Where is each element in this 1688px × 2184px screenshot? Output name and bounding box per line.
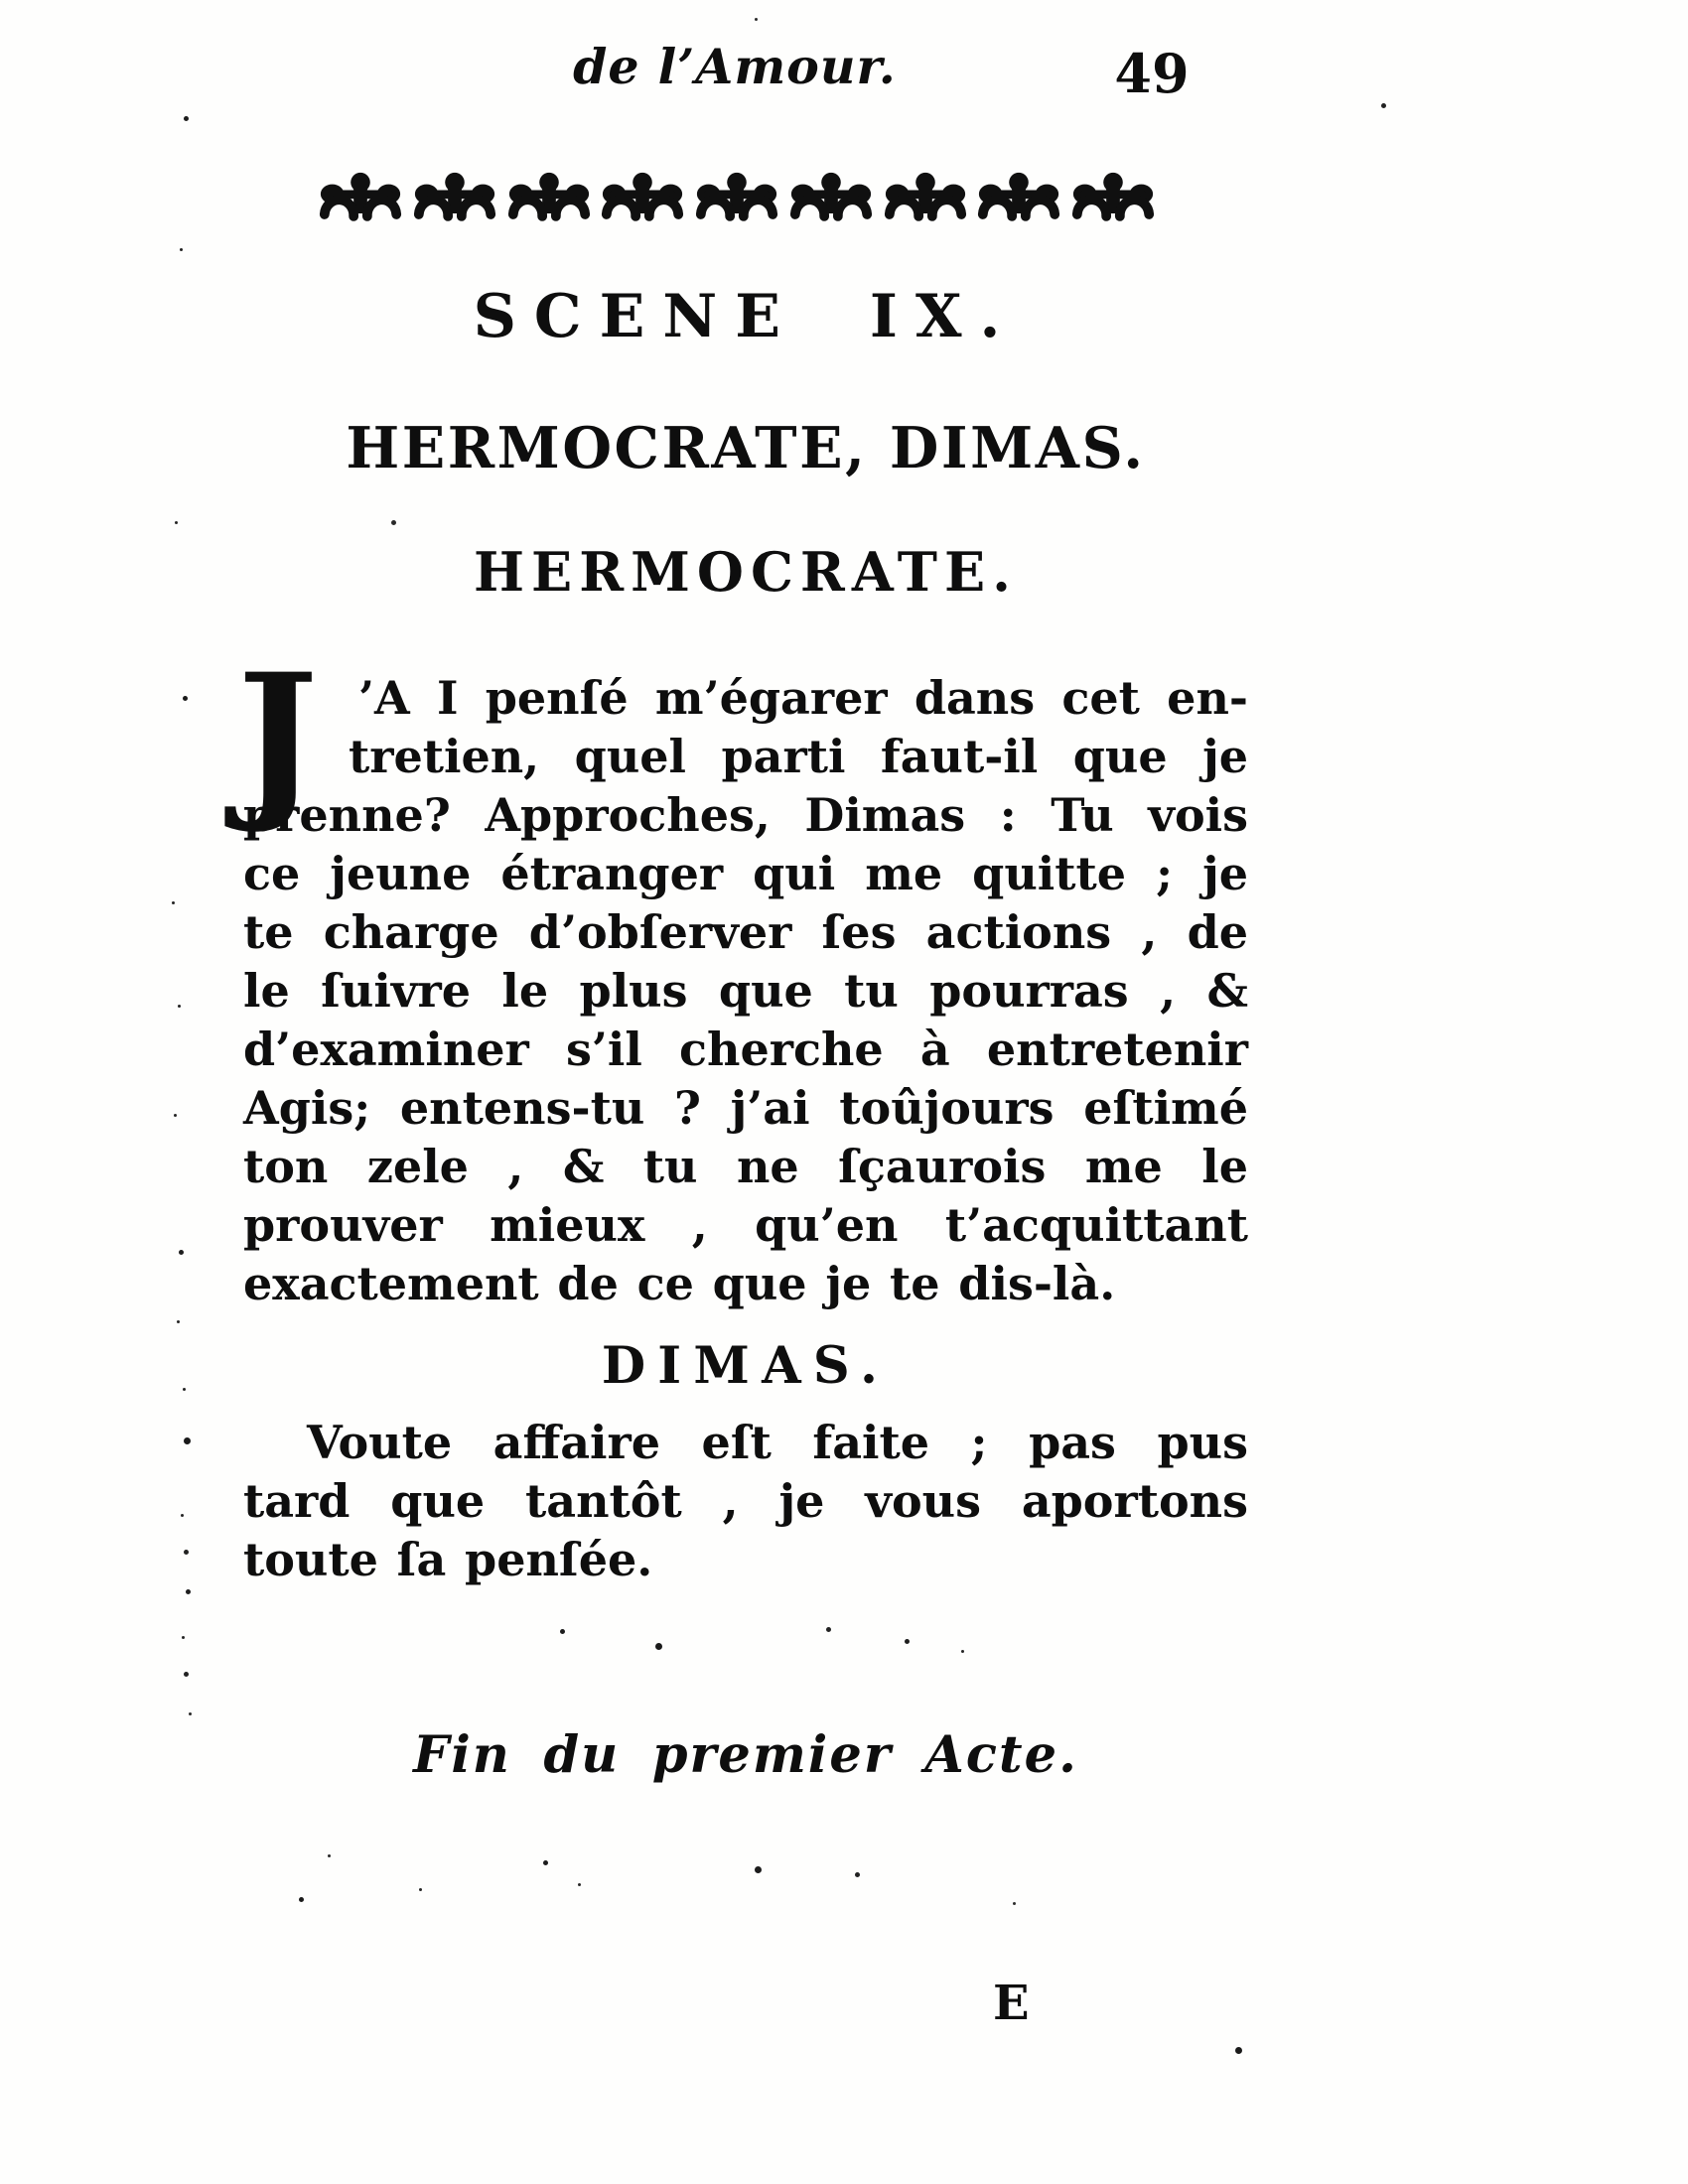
speaker-heading-hermocrate: HERMOCRATE. <box>473 540 1019 604</box>
speech-line: ce jeune étranger qui me quitte ; je <box>243 847 1248 900</box>
speech-line: prouver mieux , qu’en t’acquittant <box>243 1198 1248 1252</box>
fleuron-icon <box>974 169 1063 256</box>
speech-line: tard que tantôt , je vous aportons <box>243 1474 1248 1528</box>
fleuron-ornament-row <box>316 167 1158 258</box>
speech-line: toute ſa penſée. <box>243 1533 653 1586</box>
speech-line: Voute affaire eſt faite ; pas pus <box>307 1416 1248 1469</box>
scene-title: SCENE IX. <box>473 282 1019 351</box>
speech-line: prenne? Approches, Dimas : Tu vois <box>243 788 1248 842</box>
speech-line: d’examiner s’il cherche à entretenir <box>243 1023 1248 1076</box>
fleuron-icon <box>410 169 499 256</box>
fleuron-icon <box>786 169 876 256</box>
page-number: 49 <box>1114 42 1190 105</box>
speech-line: exactement de ce que je te dis-là. <box>243 1257 1116 1310</box>
speech-line: te charge d’obſerver ſes actions , de <box>243 905 1248 959</box>
act-end-line: Fin du premier Acte. <box>413 1725 1078 1785</box>
fleuron-icon <box>598 169 687 256</box>
running-header-title: de l’Amour. <box>573 38 897 95</box>
speech-line: ton zele , & tu ne ſçaurois me le <box>243 1140 1248 1193</box>
fleuron-icon <box>316 169 405 256</box>
scan-speckles <box>0 0 3 3</box>
speech-line: Agis; entens-tu ? j’ai toûjours eſtimé <box>243 1081 1248 1135</box>
fleuron-icon <box>881 169 970 256</box>
fleuron-icon <box>504 169 594 256</box>
scene-characters: HERMOCRATE, DIMAS. <box>346 415 1146 481</box>
speech-line: le ſuivre le plus que tu pourras , & <box>243 964 1248 1018</box>
fleuron-icon <box>1068 169 1158 256</box>
speaker-heading-dimas: DIMAS. <box>601 1336 891 1396</box>
signature-mark: E <box>993 1976 1030 2031</box>
speech-hermocrate <box>237 635 1248 1313</box>
drop-cap-J: J <box>237 635 319 837</box>
fleuron-icon <box>692 169 781 256</box>
speech-line: tretien, quel parti faut-il que je <box>349 730 1248 783</box>
speech-line: ’A I penſé m’égarer dans cet en- <box>358 671 1248 725</box>
speech-dimas <box>243 1414 1248 1589</box>
